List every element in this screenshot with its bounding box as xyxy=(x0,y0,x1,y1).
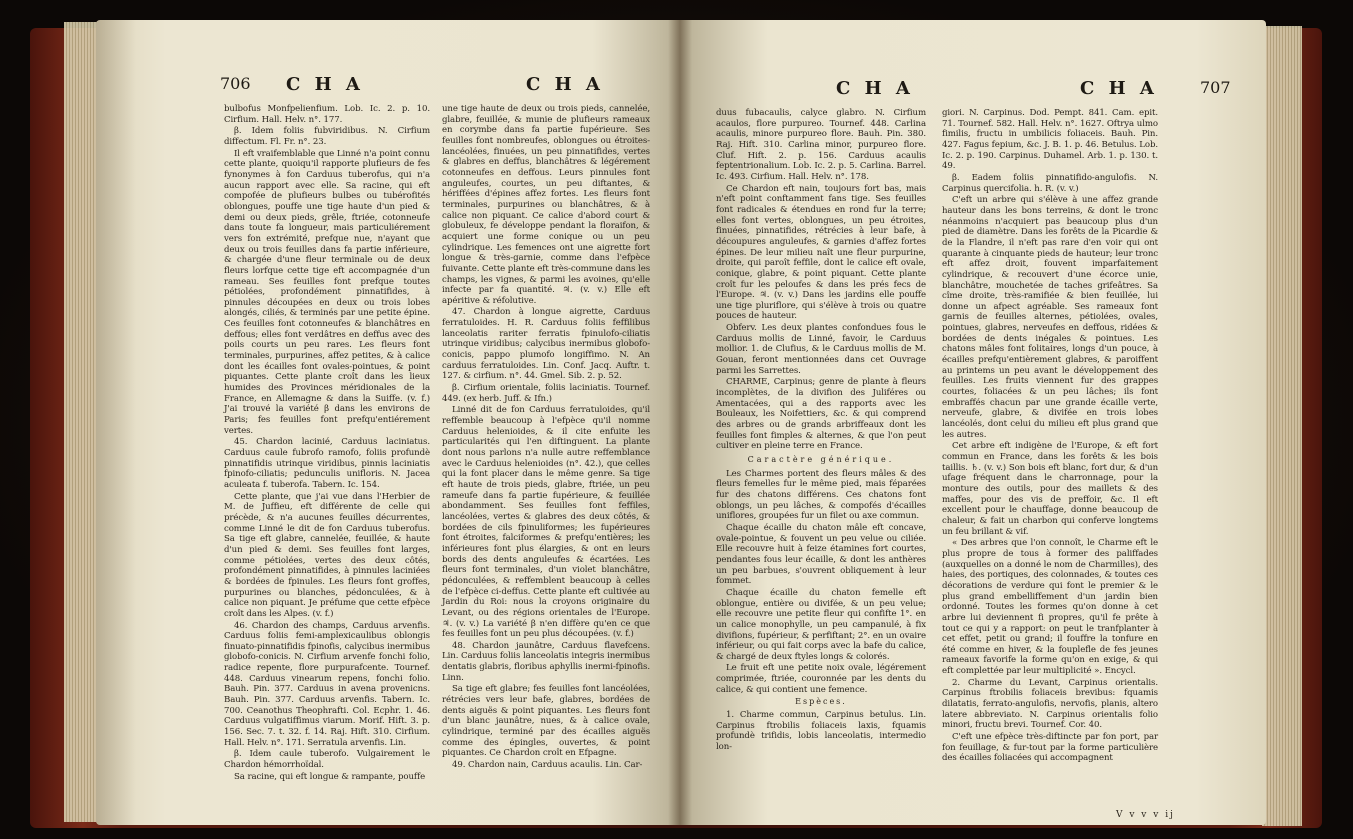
right-headword-1: C H A xyxy=(836,78,914,99)
right-page-number: 707 xyxy=(1200,78,1231,97)
paragraph: Chaque écaille du chaton mâle eft concave, ovale-pointue, & fouvent un peu velue ou ciliée. Elle recouvre huit à feize étamines fort courtes, pendantes fous leur écaille, & dont les anthères un peu barbues, s'ouvrent obliquement à leur fommet. xyxy=(716,522,926,587)
section-heading: Espèces. xyxy=(795,697,847,707)
paragraph: « Des arbres que l'on connoît, le Charme eft le plus propre de tous à former des paliffades (auxquelles on a donné le nom de Charmilles), des haies, des portiques, des colonnades, & toutes ces décorations de verdure qui font le premier & le plus grand embelliffement d'un jardin bien ordonné. Toutes les formes qu'on donne à cet arbre lui deviennent fi propres, qu'il fe prête à tout ce qui y a rapport: on peut le tranfplanter à cet effet, petit ou grand; il fouffre la tonfure en été comme en hiver, & la fouplefle de fes jeunes rameaux favorife la forme qu'on en exige, & qui eft complettée par leur multiplicité ». Encycl. xyxy=(942,538,1158,677)
paragraph: β. Idem caule tuberofo. Vulgairement le Chardon hémorrhoïdal. xyxy=(224,749,430,771)
paragraph: Cette plante, que j'ai vue dans l'Herbier de M. de Juffieu, eft différente de celle qui précède, & n'a aucunes feuilles décurrentes, comme Linné le dit de fon Carduus tuberofus. Sa tige eft glabre, cannelée, feuillée, & haute d'un pied & demi. Ses feuilles font larges, comme pétiolées, vertes des deux côtés, profondément pinnatifides, à pinnules laciniées & bordées de fpinules. Les fleurs font groffes, purpurines ou blanches, pédonculées, & à calice non piquant. Je préfume que cette efpèce croît dans les Alpes. (v. f.) xyxy=(224,491,430,619)
right-column-1 xyxy=(716,108,926,754)
page-shading xyxy=(96,20,136,825)
left-page-number: 706 xyxy=(220,74,251,93)
right-column-2 xyxy=(942,108,1158,765)
left-headword-1: C H A xyxy=(286,74,364,95)
right-running-head xyxy=(680,78,1266,100)
paragraph: C'eft un arbre qui s'élève à une affez grande hauteur dans les bons terreins, & dont le tronc néanmoins n'acquiert pas beaucoup plus d'un pied de diamètre. Dans les forêts de la Picardie & de la Flandre, il n'eft pas rare d'en voir qui ont quarante à cinquante pieds de hauteur; leur tronc eft affez droit, fouvent imparfaitement cylindrique, & recouvert d'une écorce unie, blanchâtre, mouchetée de taches grifeâtres. Sa cîme droite, très-ramifiée & bien feuillée, lui donne un afpect agréable. Ses rameaux font garnis de feuilles alternes, pétiolées, ovales, pointues, glabres, nerveufes en deffous, ridées & bordées de dents inégales & pointues. Les chatons mâles font folitaires, longs d'un pouce, à écailles prefqu'entièrement glabres, & paroiffent au printems un peu avant le développement des feuilles. Les fruits viennent fur des grappes courtes, foliacées & un peu lâches; ils font embraffés chacun par une grande écaille verte, nerveufe, glabre, & divifée en trois lobes lancéolés, dont celui du milieu eft plus grand que les autres. xyxy=(942,195,1158,440)
paragraph: Ce Chardon eft nain, toujours fort bas, mais n'eft point conftamment fans tige. Ses feuilles font radicales & étendues en rond fur la terre; elles font vertes, oblongues, un peu étroites, finuées, pinnatifides, rétrécies à leur bafe, à découpures anguleufes, & garnies d'affez fortes épines. De leur milieu naît une fleur purpurine, droite, qui paroît feffile, dont le calice eft ovale, conique, glabre, & point piquant. Cette plante croît fur les peloufes & dans les prés fecs de l'Europe. ♃. (v. v.) Dans les jardins elle pouffe une tige pluriflore, qui s'élève à trois ou quatre pouces de hauteur. xyxy=(716,183,926,322)
page-edges-right xyxy=(1262,26,1302,826)
paragraph: Chaque écaille du chaton femelle eft oblongue, entière ou divifée, & un peu velue; elle recouvre une petite fleur qui confifte 1°. en un calice monophylle, un peu campanulé, à fix divifions, fupérieur, & perfiftant; 2°. en un ovaire inférieur, ou qui fait corps avec la bafe du calice, & chargé de deux ftyles longs & colorés. xyxy=(716,587,926,662)
paragraph: duus fubacaulis, calyce glabro. N. Cirfium acaulos, flore purpureo. Tournef. 448. Carlina acaulis, minore purpureo flore. Bauh. Pin. 380. Raj. Hift. 310. Carlina minor, purpureo flore. Cluf. Hift. 2. p. 156. Carduus acaulis feptentrionalium. Lob. Ic. 2. p. 5. Carlina. Barrel. Ic. 493. Cirfium. Hall. Helv. n°. 178. xyxy=(716,108,926,182)
paragraph: C'eft une efpèce très-diftincte par fon port, par fon feuillage, & fur-tout par la forme particulière des écailles foliacées qui accompagnent xyxy=(942,732,1158,764)
paragraph: Cet arbre eft indigène de l'Europe, & eft fort commun en France, dans les forêts & les bois taillis. ♄. (v. v.) Son bois eft blanc, fort dur, & d'un ufage fréquent dans le charronnage, pour la monture des outils, pour des maillets & des maffes, pour des vis de preffoir, &c. Il eft excellent pour le chauffage, donne beaucoup de chaleur, & fait un charbon qui conferve longtems un feu brillant & vif. xyxy=(942,441,1158,537)
left-running-head xyxy=(96,74,680,96)
book-gutter xyxy=(668,20,692,825)
paragraph: Sa tige eft glabre; fes feuilles font lancéolées, rétrécies vers leur bafe, glabres, bordées de dents aiguës & point piquantes. Les fleurs font d'un blanc jaunâtre, nues, & à calice ovale, cylindrique, terminé par des écailles aiguës comme des épingles, ouvertes, & point piquantes. Ce Chardon croît en Efpagne. xyxy=(442,684,650,759)
paragraph: β. Cirfium orientale, foliis laciniatis. Tournef. 449. (ex herb. Juff. & Ifn.) xyxy=(442,383,650,404)
page-signature: V v v v ij xyxy=(1116,810,1175,820)
right-headword-2: C H A xyxy=(1080,78,1158,99)
paragraph: bulbofus Monfpelienfium. Lob. Ic. 2. p. 10. Cirfium. Hall. Helv. n°. 177. xyxy=(224,104,430,125)
section-heading: Caractère générique. xyxy=(747,455,895,464)
paragraph: CHARME, Carpinus; genre de plante à fleurs incomplètes, de la divifion des Juliféres ou Amentacées, qui a des rapports avec les Bouleaux, les Noifettiers, &c. & qui comprend des arbres ou de grands arbriffeaux dont les feuilles font fimples & alternes, & que l'on peut cultiver en pleine terre en France. xyxy=(716,377,926,452)
paragraph: Il eft vraifemblable que Linné n'a point connu cette plante, quoiqu'il rapporte plufieurs de fes fynonymes à fon Carduus tuberofus, qui n'a aucun rapport avec elle. Sa racine, qui eft compofée de plufieurs bulbes ou tubérofités oblongues, pouffe une tige haute d'un pied & demi ou deux pieds, grêle, ftriée, cotonneufe dans toute fa longueur, mais particuliérement vers fon extrémité, prefque nue, n'ayant que deux ou trois feuilles dans fa partie inférieure, & chargée d'une fleur terminale ou de deux fleurs lorfque cette tige eft accompagnée d'un rameau. Ses feuilles font prefque toutes pétiolées, profondément pinnatifides, à pinnules découpées en deux ou trois lobes alongés, ciliés, & terminés par une petite épine. Ces feuilles font cotonneufes & blanchâtres en deffous; elles font verdâtres en deffus avec des poils courts un peu rares. Les fleurs font terminales, purpurines, affez petites, & à calice dont les écailles font ovales-pointues, & point piquantes. Cette plante croît dans les lieux humides des Provinces méridionales de la France, en Allemagne & dans la Suiffe. (v. f.) J'ai trouvé la variété β dans les environs de Paris; fes feuilles font prefqu'entiérement vertes. xyxy=(224,148,430,436)
paragraph: Sa racine, qui eft longue & rampante, pouffe xyxy=(234,771,426,782)
left-headword-2: C H A xyxy=(526,74,604,95)
left-page xyxy=(96,20,680,825)
paragraph: 45. Chardon lacinié, Carduus laciniatus. Carduus caule fubrofo ramofo, foliis profundè pinnatifidis utrinque viridibus, pinnis laciniatis fpinofo-ciliatis; pedunculis unifloris. N. Jacea aculeata f. tuberofa. Tabern. Ic. 154. xyxy=(224,437,430,490)
paragraph: 49. Chardon nain, Carduus acaulis. Lin. Car- xyxy=(452,760,643,771)
paragraph: 2. Charme du Levant, Carpinus orientalis. Carpinus ftrobilis foliaceis brevibus: fquamis dilatatis, ferrato-angulofis, nervofis, planis, altero latere abbreviato. N. Carpinus orientalis folio minori, fructu brevi. Tournef. Cor. 40. xyxy=(942,677,1158,731)
left-column-2 xyxy=(442,104,650,772)
paragraph: β. Eadem foliis pinnatifido-angulofis. N. Carpinus quercifolia. h. R. (v. v.) xyxy=(942,172,1158,194)
paragraph: Le fruit eft une petite noix ovale, légérement comprimée, ftriée, couronnée par les dents du calice, & qui contient une femence. xyxy=(716,663,926,695)
paragraph: Les Charmes portent des fleurs mâles & des fleurs femelles fur le même pied, mais féparées fur des chatons différens. Ces chatons font oblongs, un peu lâches, & compofés d'écailles uniflores, groupées fur un filet ou axe commun. xyxy=(716,468,926,522)
paragraph: 46. Chardon des champs, Carduus arvenfis. Carduus foliis femi-amplexicaulibus oblongis finuato-pinnatifidis fpinofis, calycibus inermibus globofo-conicis. N. Cirfium arvenfe fonchi folio, radice repente, flore purpurafcente. Tournef. 448. Carduus vinearum repens, fonchi folio. Bauh. Pin. 377. Carduus in avena provenicns. Bauh. Pin. 377. Carduus arvenfis. Tabern. Ic. 700. Ceanothus Theophrafti. Col. Ecphr. 1. 46. Carduus vulgatiffimus viarum. Morif. Hift. 3. p. 156. Sec. 7. t. 32. f. 14. Raj. Hift. 310. Cirfium. Hall. Helv. n°. 171. Serratula arvenfis. Lin. xyxy=(224,620,430,748)
paragraph: 1. Charme commun, Carpinus betulus. Lin. Carpinus ftrobilis foliaceis laxis, fquamis profundè trifidis, lobis lanceolatis, intermedio lon- xyxy=(716,710,926,753)
paragraph: giori. N. Carpinus. Dod. Pempt. 841. Cam. epit. 71. Tournef. 582. Hall. Helv. n°. 1627. Oftrya ulmo fimilis, fructu in umbilicis foliaceis. Bauh. Pin. 427. Fagus fepium, &c. J. B. 1. p. 46. Betulus. Lob. Ic. 2. p. 190. Carpinus. Duhamel. Arb. 1. p. 130. t. 49. xyxy=(942,108,1158,172)
left-column-1 xyxy=(224,104,430,783)
paragraph: β. Idem foliis fubviridibus. N. Cirfium diffectum. Fl. Fr. n°. 23. xyxy=(224,126,430,147)
paragraph: 48. Chardon jaunâtre, Carduus flavefcens. Lin. Carduus foliis lanceolatis integris inermibus dentatis glabris, floribus aphyllis inermi-fpinofis. Linn. xyxy=(442,640,650,683)
right-page xyxy=(680,20,1266,825)
paragraph: 47. Chardon à longue aigrette, Carduus ferratuloides. H. R. Carduus foliis feffilibus lanceolatis rariter ferratis fpinulofo-ciliatis utrinque viridibus; calycibus inermibus globofo-conicis, pappo plumofo longiffimo. N. An carduus ferratuloides. Lin. Conf. Jacq. Auftr. t. 127. & cirfium. n°. 44. Gmel. Sib. 2. p. 52. xyxy=(442,307,650,382)
paragraph: Linné dit de fon Carduus ferratuloides, qu'il reffemble beaucoup à l'efpèce qu'il nomme Carduus helenioides, & il cite enfuite les particularités qui l'en diftinguent. La plante dont nous parlons n'a nulle autre reffemblance avec le Carduus helenioides (n°. 42.), que celles qui la font placer dans le même genre. Sa tige eft haute de trois pieds, glabre, ftriée, un peu rameufe dans fa partie fupérieure, & feuillée abondamment. Ses feuilles font feffiles, lancéolées, vertes & glabres des deux côtés, & bordées de cils fpinuliformes; les fupérieures font étroites, falciformes & prefqu'entières; les inférieures font plus élargies, & ont en leurs bords des dents anguleufes & écartées. Les fleurs font terminales, d'un violet blanchâtre, pédonculées, & reffemblent beaucoup à celles de l'efpèce ci-deffus. Cette plante eft cultivée au Jardin du Roi: nous la croyons originaire du Levant, ou des régions orientales de l'Europe. ♃. (v. v.) La variété β n'en diffère qu'en ce que fes feuilles font un peu plus découpées. (v. f.) xyxy=(442,405,650,640)
paragraph: Obferv. Les deux plantes confondues fous le Carduus mollis de Linné, favoir, le Carduus mollior. 1. de Clufius, & le Carduus mollis de M. Gouan, feront mentionnées dans cet Ouvrage parmi les Sarrettes. xyxy=(716,323,926,376)
paragraph: une tige haute de deux ou trois pieds, cannelée, glabre, feuillée, & munie de plufieurs rameaux en corymbe dans fa partie fupérieure. Ses feuilles font nombreufes, oblongues ou étroites-lancéolées, finuées, un peu pinnatifides, vertes & glabres en deffus, blanchâtres & légérement cotonneufes en deffous. Leurs pinnules font anguleufes, courtes, un peu diftantes, & hériffées d'épines affez fortes. Les fleurs font terminales, purpurines ou blanchâtres, & à calice non piquant. Ce calice d'abord court & globuleux, fe développe pendant la floraifon, & acquiert une forme conique ou un peu cylindrique. Les femences ont une aigrette fort longue & très-garnie, comme dans l'efpèce fuivante. Cette plante eft très-commune dans les champs, les vignes, & parmi les avoines, qu'elle infecte par fa quantité. ♃. (v. v.) Elle eft apéritive & réfolutive. xyxy=(442,104,650,306)
